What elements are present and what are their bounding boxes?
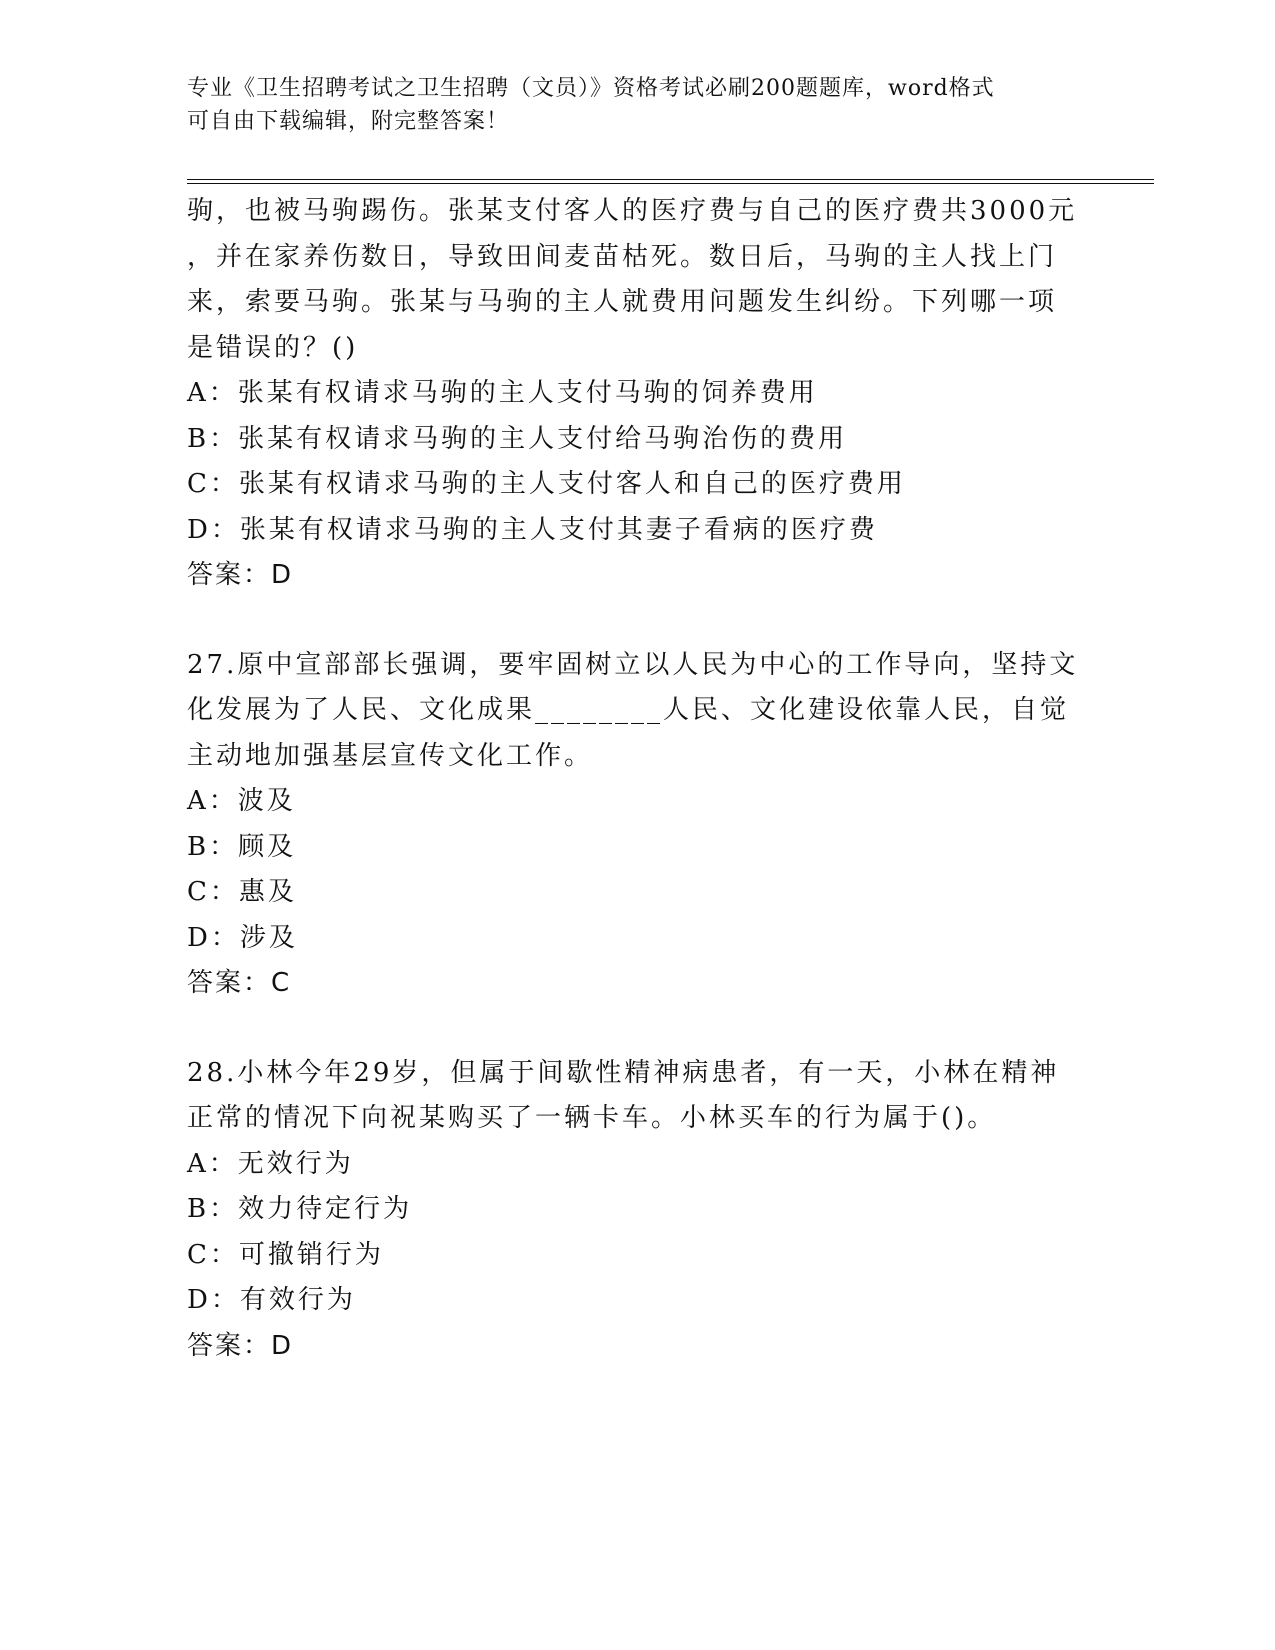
option-d: D：涉及: [187, 922, 298, 953]
question-stem-line: 28.小林今年29岁，但属于间歇性精神病患者，有一天，小林在精神: [187, 1057, 1060, 1088]
option-d: D：张某有权请求马驹的主人支付其妻子看病的医疗费: [187, 514, 878, 545]
question-stem-line: 是错误的？(): [187, 332, 359, 363]
answer-line: 答案：D: [187, 560, 294, 590]
question-28: [187, 1051, 1087, 1370]
question-spacer: [187, 1007, 1087, 1051]
header-line-1: 专业《卫生招聘考试之卫生招聘（文员）》资格考试必刷200题题库，word格式: [187, 76, 995, 101]
option-d: D：有效行为: [187, 1285, 356, 1315]
page-header: [187, 72, 1067, 138]
question-stem-line: 27.原中宣部部长强调，要牢固树立以人民为中心的工作导向，坚持文: [187, 649, 1079, 680]
question-stem-line: 来，索要马驹。张某与马驹的主人就费用问题发生纠纷。下列哪一项: [187, 287, 1058, 317]
answer-line: 答案：C: [187, 968, 292, 998]
question-stem-line: 正常的情况下向祝某购买了一辆卡车。小林买车的行为属于()。: [187, 1103, 997, 1133]
header-double-rule: [187, 179, 1154, 184]
option-b: B：顾及: [187, 831, 297, 862]
option-b: B：效力待定行为: [187, 1194, 413, 1224]
question-stem-line: 化发展为了人民、文化成果________人民、文化建设依靠人民，自觉: [187, 695, 1070, 725]
option-a: A：张某有权请求马驹的主人支付马驹的饲养费用: [187, 378, 818, 408]
question-stem-line: 主动地加强基层宣传文化工作。: [187, 740, 594, 771]
option-c: C：可撤销行为: [187, 1239, 384, 1270]
option-a: A：无效行为: [187, 1148, 354, 1179]
document-body: [187, 189, 1087, 1369]
question-stem-line: 驹，也被马驹踢伤。张某支付客人的医疗费与自己的医疗费共3000元: [187, 196, 1078, 226]
option-b: B：张某有权请求马驹的主人支付给马驹治伤的费用: [187, 423, 848, 454]
question-26: [187, 189, 1087, 599]
option-c: C：张某有权请求马驹的主人支付客人和自己的医疗费用: [187, 469, 906, 499]
option-c: C：惠及: [187, 877, 297, 907]
question-27: [187, 643, 1087, 1007]
answer-line: 答案：D: [187, 1330, 294, 1361]
option-a: A：波及: [187, 786, 296, 816]
question-spacer: [187, 599, 1087, 643]
header-line-2: 可自由下载编辑，附完整答案！: [187, 109, 510, 134]
question-stem-line: ，并在家养伤数日，导致田间麦苗枯死。数日后，马驹的主人找上门: [187, 241, 1058, 272]
